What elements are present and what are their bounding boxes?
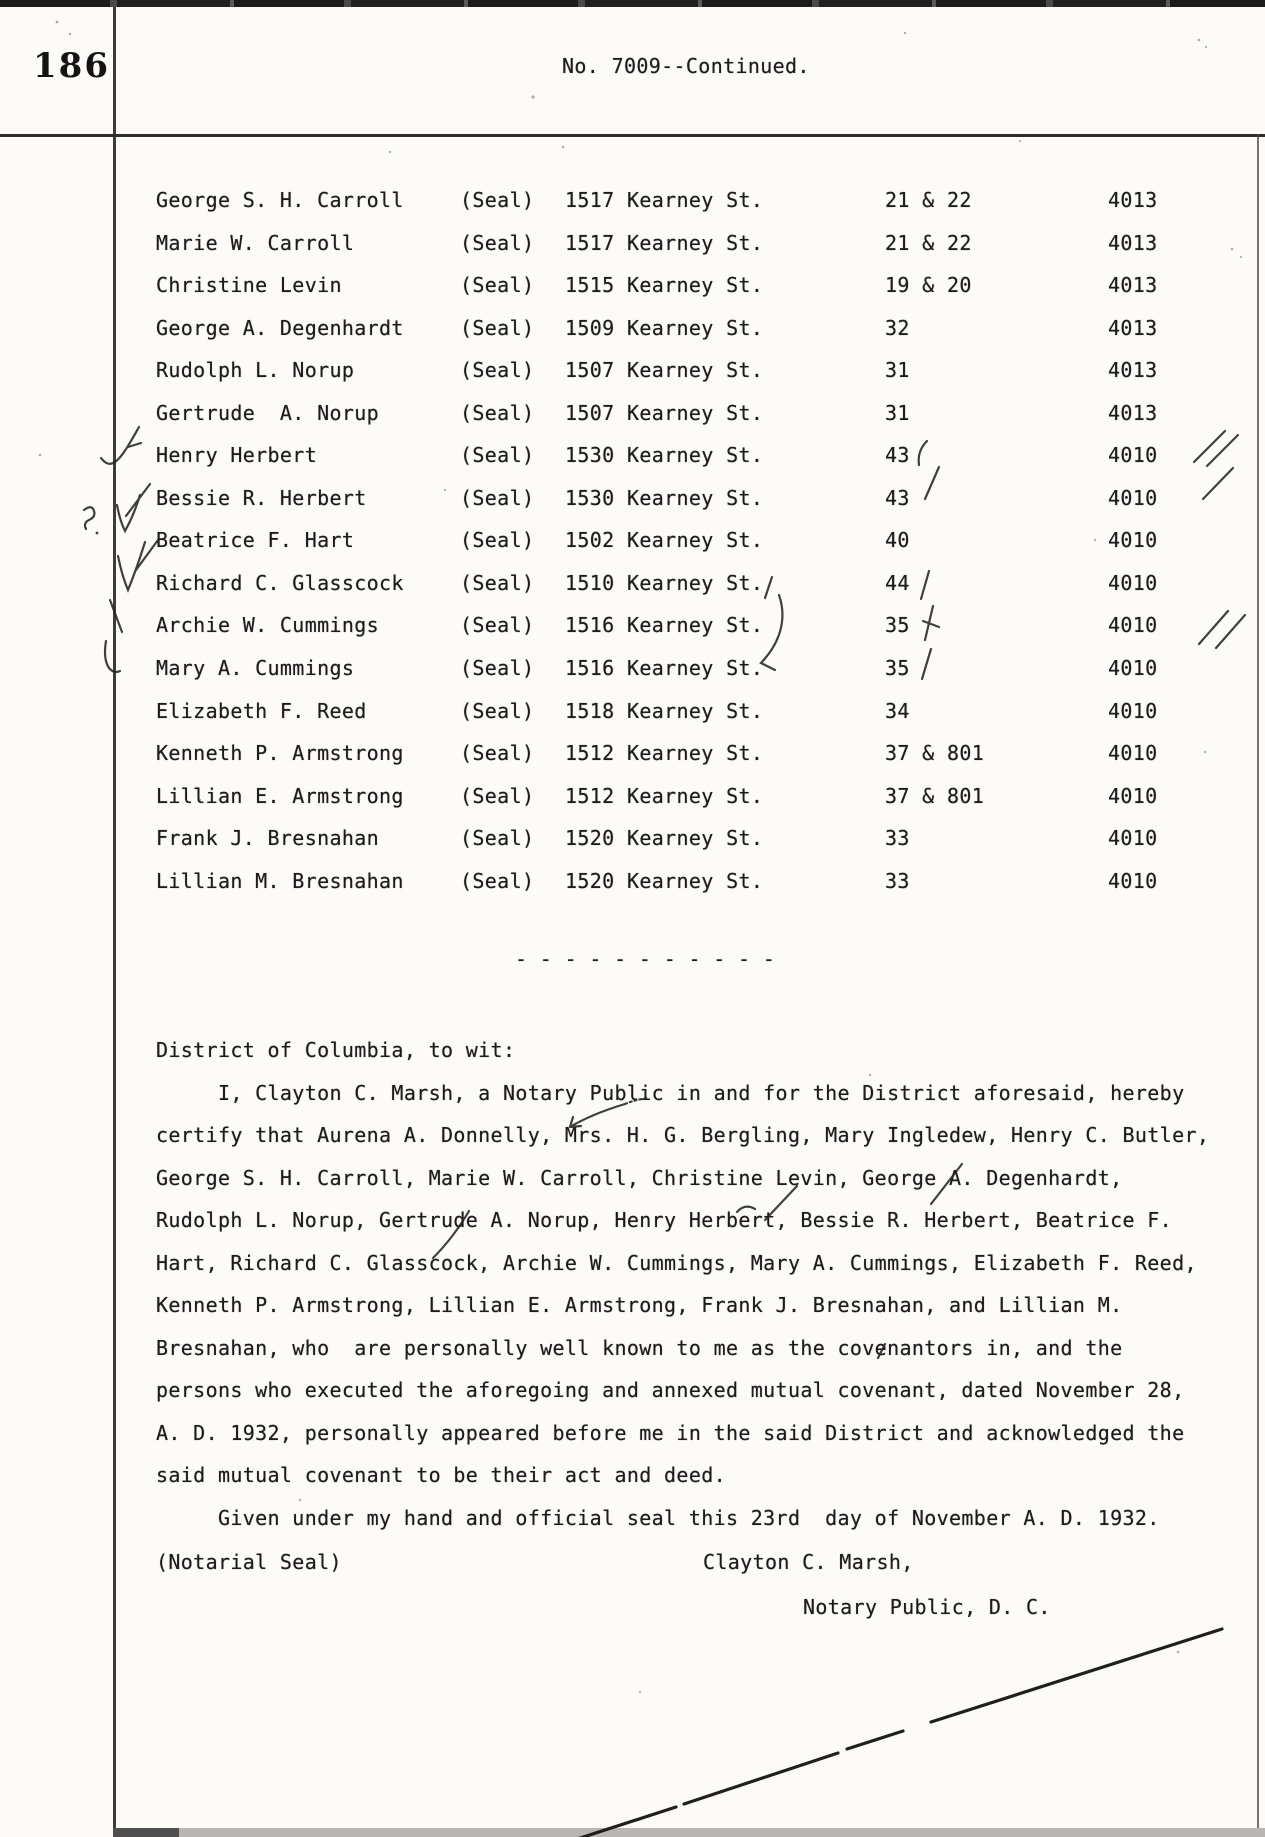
slash-annotation — [136, 540, 158, 570]
header-divider-rule — [0, 134, 1265, 137]
signer-address: 1515 Kearney St. — [565, 273, 764, 298]
seal-label: (Seal) — [460, 868, 535, 893]
seal-label: (Seal) — [460, 273, 535, 298]
signer-address: 1507 Kearney St. — [565, 358, 764, 383]
square-number: 4010 — [1108, 783, 1158, 808]
signer-name: Archie W. Cummings — [156, 613, 380, 638]
slash-annotation — [126, 484, 150, 516]
certificate-line: Kenneth P. Armstrong, Lillian E. Armstrong, Frank J. Bresnahan, and Lillian M. — [156, 1293, 1123, 1318]
diagonal-pen-stroke — [847, 1731, 903, 1749]
square-number: 4010 — [1108, 613, 1158, 638]
page-title: No. 7009--Continued. — [562, 54, 810, 78]
lot-numbers: 33 — [885, 868, 910, 893]
signer-name: Kenneth P. Armstrong — [156, 741, 404, 766]
scan-bottom-edge-dark — [113, 1828, 179, 1837]
notary-signature: Clayton C. Marsh, — [703, 1550, 914, 1574]
seal-label: (Seal) — [460, 570, 535, 595]
square-number: 4013 — [1108, 400, 1158, 425]
lot-numbers: 40 — [885, 528, 910, 553]
checkmark-annotation — [117, 495, 140, 531]
signer-name: Gertrude A. Norup — [156, 400, 380, 425]
section-separator: - - - - - - - - - - - — [515, 947, 776, 971]
checkmark-annotation — [101, 427, 139, 464]
signer-name: Rudolph L. Norup — [156, 358, 355, 383]
signer-address: 1507 Kearney St. — [565, 400, 764, 425]
signer-address: 1520 Kearney St. — [565, 868, 764, 893]
signer-name: Richard C. Glasscock — [156, 570, 404, 595]
certificate-line: I, Clayton C. Marsh, a Notary Public in and for the District aforesaid, hereby — [156, 1080, 1185, 1105]
slash-annotation — [922, 649, 931, 679]
lot-numbers: 34 — [885, 698, 910, 723]
seal-label: (Seal) — [460, 826, 535, 851]
signer-name: Bessie R. Herbert — [156, 485, 367, 510]
square-number: 4013 — [1108, 358, 1158, 383]
square-number: 4013 — [1108, 188, 1158, 212]
square-number: 4013 — [1108, 273, 1158, 298]
cross-annotation — [925, 606, 933, 640]
ink-dot — [96, 532, 99, 535]
scan-bottom-edge — [113, 1828, 1265, 1837]
lot-numbers: 44 — [885, 570, 910, 595]
slash-annotation — [1216, 615, 1245, 648]
certificate-line: persons who executed the aforegoing and annexed mutual covenant, dated November 28, — [156, 1378, 1185, 1403]
signer-address: 1512 Kearney St. — [565, 783, 764, 808]
signer-address: 1512 Kearney St. — [565, 741, 764, 766]
lot-numbers: 21 & 22 — [885, 188, 972, 212]
seal-label: (Seal) — [460, 230, 535, 255]
signer-name: Marie W. Carroll — [156, 230, 355, 255]
seal-label: (Seal) — [460, 443, 535, 468]
slash-annotation — [921, 571, 929, 599]
square-number: 4010 — [1108, 528, 1158, 553]
signer-address: 1517 Kearney St. — [565, 188, 764, 212]
certificate-line: certify that Aurena A. Donnelly, Mrs. H. G. Bergling, Mary Ingledew, Henry C. Butler, — [156, 1123, 1210, 1148]
signer-address: 1510 Kearney St. — [565, 570, 764, 595]
signer-name: Lillian M. Bresnahan — [156, 868, 404, 893]
square-number: 4010 — [1108, 656, 1158, 680]
lot-numbers: 33 — [885, 826, 910, 851]
signer-address: 1520 Kearney St. — [565, 826, 764, 851]
checkmark-annotation — [128, 443, 141, 447]
certificate-line: George S. H. Carroll, Marie W. Carroll, Christine Levin, George A. Degenhardt, — [156, 1165, 1123, 1190]
diagonal-pen-stroke — [931, 1629, 1222, 1722]
signer-name: George S. H. Carroll — [156, 188, 404, 212]
diagonal-pen-stroke — [684, 1753, 838, 1804]
signer-address: 1530 Kearney St. — [565, 485, 764, 510]
signer-address: 1502 Kearney St. — [565, 528, 764, 553]
signer-address: 1530 Kearney St. — [565, 443, 764, 468]
square-number: 4010 — [1108, 741, 1158, 766]
signer-name: George A. Degenhardt — [156, 315, 404, 340]
lot-numbers: 31 — [885, 400, 910, 425]
lot-numbers: 32 — [885, 315, 910, 340]
lot-numbers: 37 & 801 — [885, 741, 985, 766]
square-number: 4010 — [1108, 698, 1158, 723]
square-number: 4010 — [1108, 868, 1158, 893]
square-number: 4010 — [1108, 570, 1158, 595]
cross-annotation — [923, 621, 939, 627]
seal-label: (Seal) — [460, 741, 535, 766]
certificate-line: Rudolph L. Norup, Gertrude A. Norup, Henry Herbert, Bessie R. Herbert, Beatrice F. — [156, 1208, 1173, 1233]
slash-annotation — [925, 467, 939, 499]
signer-address: 1517 Kearney St. — [565, 230, 764, 255]
bracket-annotation — [761, 595, 782, 670]
slash-annotation — [110, 600, 122, 632]
seal-label: (Seal) — [460, 400, 535, 425]
square-number: 4013 — [1108, 230, 1158, 255]
signer-address: 1518 Kearney St. — [565, 698, 764, 723]
signer-name: Christine Levin — [156, 273, 342, 298]
square-number: 4010 — [1108, 826, 1158, 851]
slash-annotation — [1203, 468, 1233, 499]
certificate-line: A. D. 1932, personally appeared before me in the said District and acknowledged the — [156, 1420, 1185, 1445]
lot-numbers: 21 & 22 — [885, 230, 972, 255]
slash-annotation — [1207, 435, 1238, 466]
lot-numbers: 19 & 20 — [885, 273, 972, 298]
square-number: 4010 — [1108, 443, 1158, 468]
signer-address: 1516 Kearney St. — [565, 656, 764, 680]
squiggle-annotation — [84, 507, 94, 529]
signer-name: Elizabeth F. Reed — [156, 698, 367, 723]
checkmark-annotation — [118, 542, 145, 590]
lot-numbers: 43 — [885, 443, 910, 468]
seal-label: (Seal) — [460, 188, 535, 212]
seal-label: (Seal) — [460, 485, 535, 510]
signer-name: Henry Herbert — [156, 443, 318, 468]
lot-numbers: 43 — [885, 485, 910, 510]
jurisdiction-line: District of Columbia, to wit: — [156, 1038, 516, 1062]
signer-name: Beatrice F. Hart — [156, 528, 355, 553]
lot-numbers: 35 — [885, 656, 910, 680]
left-margin-rule — [113, 7, 116, 1837]
signer-name: Frank J. Bresnahan — [156, 826, 380, 851]
lot-numbers: 37 & 801 — [885, 783, 985, 808]
seal-label: (Seal) — [460, 613, 535, 638]
certificate-line: Bresnahan, who are personally well known to me as the covenantors in, and the — [156, 1335, 1123, 1360]
seal-label: (Seal) — [460, 528, 535, 553]
page-number: 186 — [33, 46, 110, 86]
square-number: 4013 — [1108, 315, 1158, 340]
slash-annotation — [1199, 611, 1228, 644]
certificate-line: said mutual covenant to be their act and deed. — [156, 1463, 726, 1488]
lot-numbers: 35 — [885, 613, 910, 638]
signer-address: 1509 Kearney St. — [565, 315, 764, 340]
seal-label: (Seal) — [460, 358, 535, 383]
notarial-seal-label: (Notarial Seal) — [156, 1550, 342, 1574]
certificate-line: Hart, Richard C. Glasscock, Archie W. Cummings, Mary A. Cummings, Elizabeth F. Reed, — [156, 1250, 1197, 1275]
right-edge-rule — [1257, 134, 1259, 1828]
notary-title: Notary Public, D. C. — [803, 1595, 1051, 1619]
signer-name: Lillian E. Armstrong — [156, 783, 404, 808]
seal-label: (Seal) — [460, 315, 535, 340]
lot-numbers: 31 — [885, 358, 910, 383]
slash-annotation — [765, 577, 772, 598]
given-line: Given under my hand and official seal this 23rd day of November A. D. 1932. — [156, 1506, 1160, 1531]
paren-annotation — [919, 441, 927, 465]
slash-annotation — [1194, 431, 1225, 462]
signer-address: 1516 Kearney St. — [565, 613, 764, 638]
seal-label: (Seal) — [460, 783, 535, 808]
signer-name: Mary A. Cummings — [156, 656, 355, 680]
seal-label: (Seal) — [460, 698, 535, 723]
notary-certificate — [156, 1038, 1209, 1549]
seal-label: (Seal) — [460, 656, 535, 680]
scan-top-edge — [0, 0, 1265, 7]
square-number: 4010 — [1108, 485, 1158, 510]
